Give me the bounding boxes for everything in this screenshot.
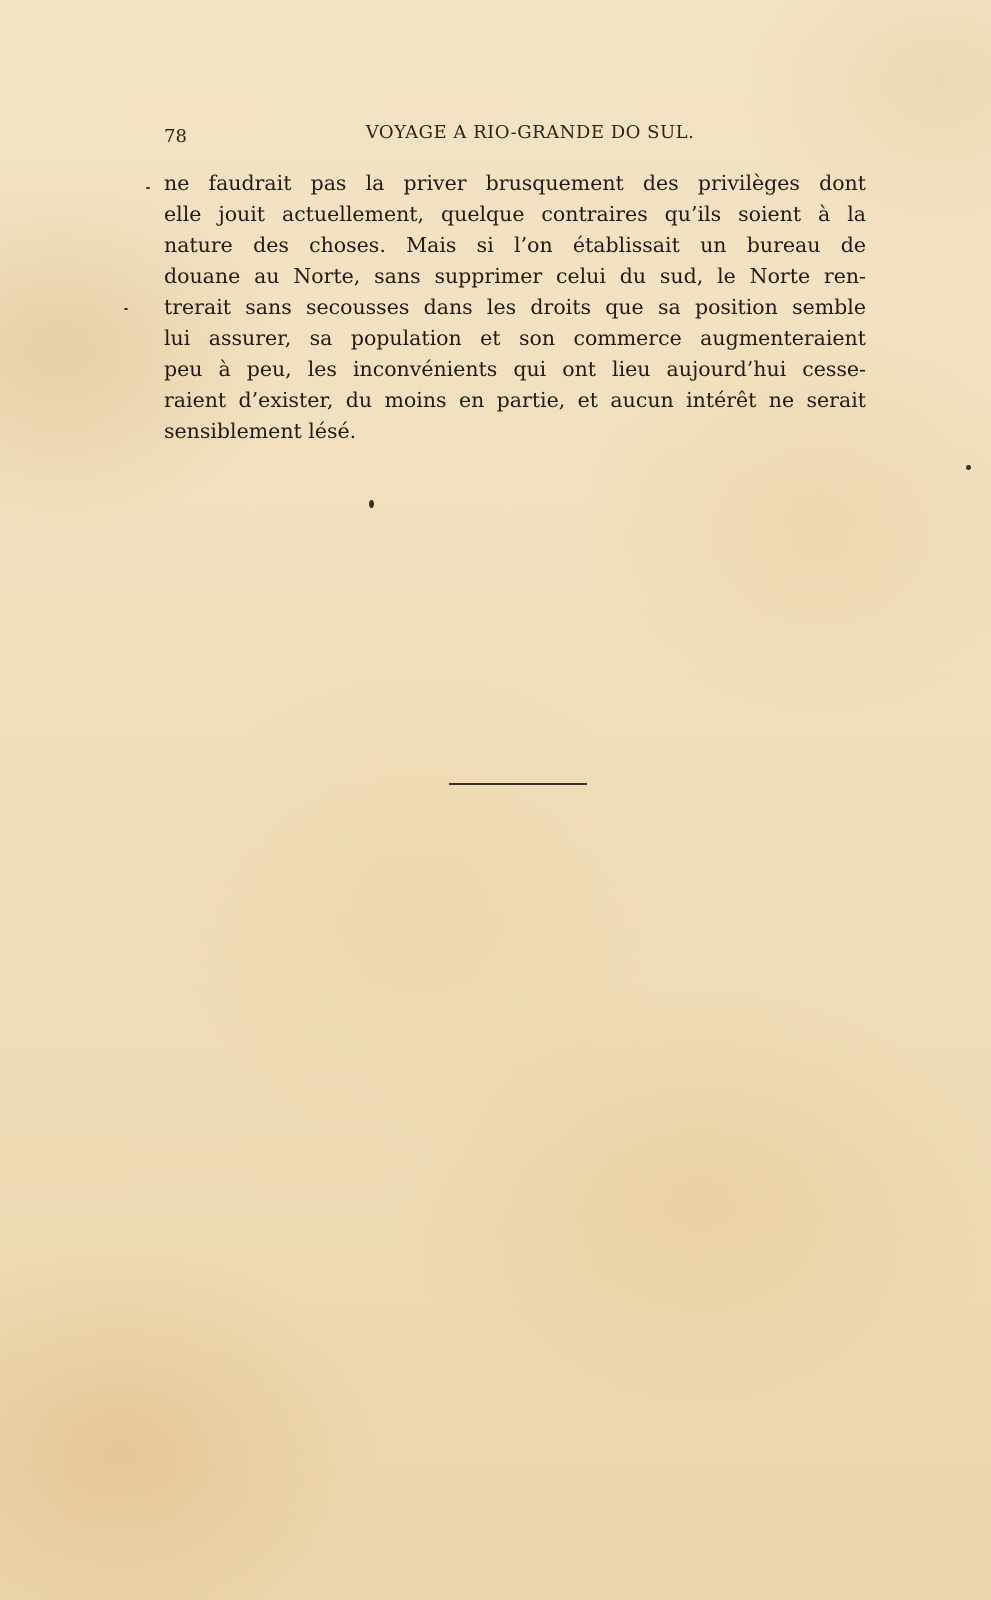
section-end-rule — [449, 783, 587, 785]
text-line: peu à peu, les inconvénients qui ont lieu aujourd’hui cesse- — [164, 357, 866, 381]
ink-speck — [146, 187, 150, 189]
ink-speck — [369, 500, 374, 508]
text-line: douane au Norte, sans supprimer celui du sud, le Norte ren- — [164, 264, 866, 288]
running-head — [164, 122, 866, 152]
text-line: elle jouit actuellement, quelque contraires qu’ils soient à la — [164, 202, 866, 226]
text-line: sensiblement lésé. — [164, 419, 357, 443]
text-line: ne faudrait pas la priver brusquement des privilèges dont — [164, 171, 866, 195]
text-line: lui assurer, sa population et son commerce augmenteraient — [164, 326, 866, 350]
ink-speck — [124, 308, 128, 310]
text-line: trerait sans secousses dans les droits que sa position semble — [164, 295, 866, 319]
text-line: nature des choses. Mais si l’on établissait un bureau de — [164, 233, 866, 257]
running-title: VOYAGE A RIO-GRANDE DO SUL. — [365, 122, 695, 143]
body-paragraph — [164, 168, 866, 447]
page-number: 78 — [164, 126, 187, 147]
text-line: raient d’exister, du moins en partie, et aucun intérêt ne serait — [164, 388, 866, 412]
ink-speck — [966, 465, 971, 470]
